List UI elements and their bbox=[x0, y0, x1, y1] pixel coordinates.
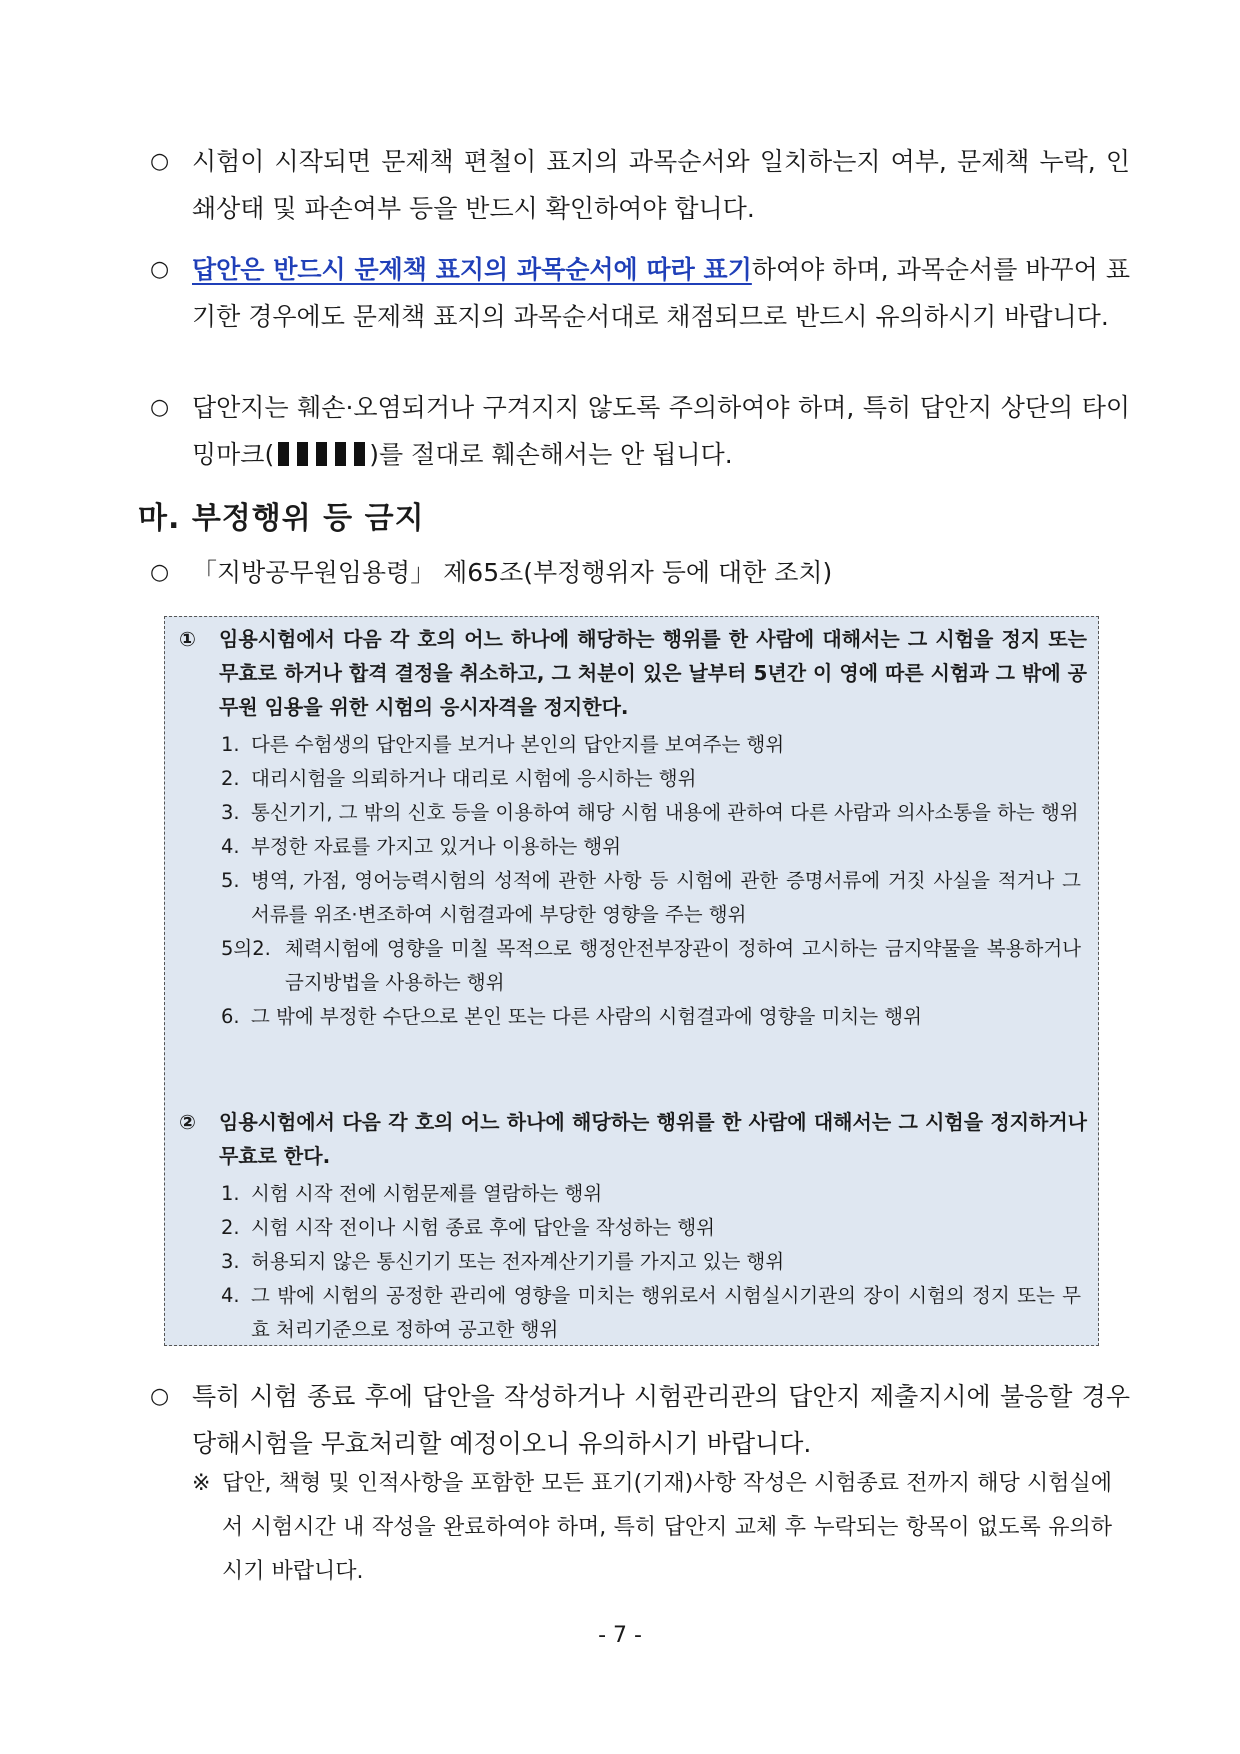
list-item: 5. 병역, 가점, 영어능력시험의 성적에 관한 사항 등 시험에 관한 증명서류에 거짓 사실을 적거나 그 서류를 위조·변조하여 시험결과에 부당한 영향을 주는 행위 bbox=[221, 869, 1081, 926]
clause-1-items bbox=[221, 728, 1081, 1034]
paragraph-text: 시험이 시작되면 문제책 편철이 표지의 과목순서와 일치하는지 여부, 문제책 누락, 인쇄상태 및 파손여부 등을 반드시 확인하여야 합니다. bbox=[192, 147, 1130, 223]
note-text: 답안, 책형 및 인적사항을 포함한 모든 표기(기재)사항 작성은 시험종료 전까지 해당 시험실에서 시험시간 내 작성을 완료하여야 하며, 특히 답안지 교체 후 누락되는 항목이 없도록 유의하시기 바랍니다. bbox=[222, 1471, 1112, 1584]
paragraph-text-before: 답안지는 훼손·오염되거나 구겨지지 않도록 주의하여야 하며, 특히 답안지 상단의 타이밍마크( bbox=[192, 393, 1130, 469]
paragraph-text-rest: 하여야 하며, 과목순서를 바꾸어 표기한 경우에도 문제책 표지의 과목순서대로 채점되므로 반드시 유의하시기 바랍니다. bbox=[192, 255, 1130, 331]
bullet-icon: ○ bbox=[150, 257, 170, 282]
bullet-icon: ○ bbox=[150, 560, 170, 585]
paragraph-text bbox=[192, 246, 1130, 340]
list-item: 1. 시험 시작 전에 시험문제를 열람하는 행위 bbox=[221, 1182, 603, 1205]
clause-text: 임용시험에서 다음 각 호의 어느 하나에 해당하는 행위를 한 사람에 대해서는 그 시험을 정지하거나 무효로 한다. bbox=[219, 1110, 1087, 1168]
clause-number: ① bbox=[179, 627, 196, 651]
instruction-paragraph-3 bbox=[150, 384, 1130, 478]
list-item: 6. 그 밖에 부정한 수단으로 본인 또는 다른 사람의 시험결과에 영향을 미치는 행위 bbox=[221, 1005, 922, 1028]
timing-mark-icon bbox=[274, 431, 369, 478]
highlighted-text: 답안은 반드시 문제책 표지의 과목순서에 따라 표기 bbox=[192, 255, 752, 284]
list-item: 4. 그 밖에 시험의 공정한 관리에 영향을 미치는 행위로서 시험실시기관의 장이 시험의 정지 또는 무효 처리기준으로 정하여 공고한 행위 bbox=[221, 1284, 1081, 1341]
instruction-paragraph-2 bbox=[150, 246, 1130, 340]
instruction-paragraph-5 bbox=[150, 1373, 1130, 1467]
bullet-icon: ○ bbox=[150, 1384, 170, 1409]
page-number: - 7 - bbox=[598, 1623, 642, 1648]
list-item: 3. 허용되지 않은 통신기기 또는 전자계산기기를 가지고 있는 행위 bbox=[221, 1250, 785, 1273]
list-item: 2. 시험 시작 전이나 시험 종료 후에 답안을 작성하는 행위 bbox=[221, 1216, 716, 1239]
list-item: 4. 부정한 자료를 가지고 있거나 이용하는 행위 bbox=[221, 835, 622, 858]
clause-number: ② bbox=[179, 1110, 196, 1134]
paragraph-text: 특히 시험 종료 후에 답안을 작성하거나 시험관리관의 답안지 제출지시에 불응할 경우 당해시험을 무효처리할 예정이오니 유의하시기 바랍니다. bbox=[192, 1382, 1130, 1458]
law-reference bbox=[150, 549, 1130, 596]
law-excerpt-box bbox=[164, 616, 1099, 1346]
law-reference-text: 「지방공무원임용령」 제65조(부정행위자 등에 대한 조치) bbox=[192, 558, 833, 587]
note bbox=[192, 1462, 1112, 1594]
list-item: 3. 통신기기, 그 밖의 신호 등을 이용하여 해당 시험 내용에 관하여 다른 사람과 의사소통을 하는 행위 bbox=[221, 801, 1079, 824]
list-item: 2. 대리시험을 의뢰하거나 대리로 시험에 응시하는 행위 bbox=[221, 767, 697, 790]
list-item: 1. 다른 수험생의 답안지를 보거나 본인의 답안지를 보여주는 행위 bbox=[221, 733, 785, 756]
clause-text: 임용시험에서 다음 각 호의 어느 하나에 해당하는 행위를 한 사람에 대해서는 그 시험을 정지 또는 무효로 하거나 합격 결정을 취소하고, 그 처분이 있은 날부터 5년간 이 영에 따른 시험과 그 밖에 공무원 임용을 위한 시험의 응시자격을 정지한다. bbox=[219, 627, 1087, 719]
clause-1 bbox=[179, 622, 1087, 724]
reference-mark-icon: ※ bbox=[192, 1471, 211, 1496]
bullet-icon: ○ bbox=[150, 395, 170, 420]
bullet-icon: ○ bbox=[150, 149, 170, 174]
paragraph-text bbox=[192, 384, 1130, 478]
instruction-paragraph-1 bbox=[150, 138, 1130, 232]
clause-2-items bbox=[221, 1177, 1081, 1347]
section-heading: 마. 부정행위 등 금지 bbox=[138, 501, 425, 536]
list-item: 5의2. 체력시험에 영향을 미칠 목적으로 행정안전부장관이 정하여 고시하는 금지약물을 복용하거나 금지방법을 사용하는 행위 bbox=[221, 937, 1081, 994]
clause-2 bbox=[179, 1105, 1087, 1173]
paragraph-text-after: )를 절대로 훼손해서는 안 됩니다. bbox=[369, 440, 733, 469]
